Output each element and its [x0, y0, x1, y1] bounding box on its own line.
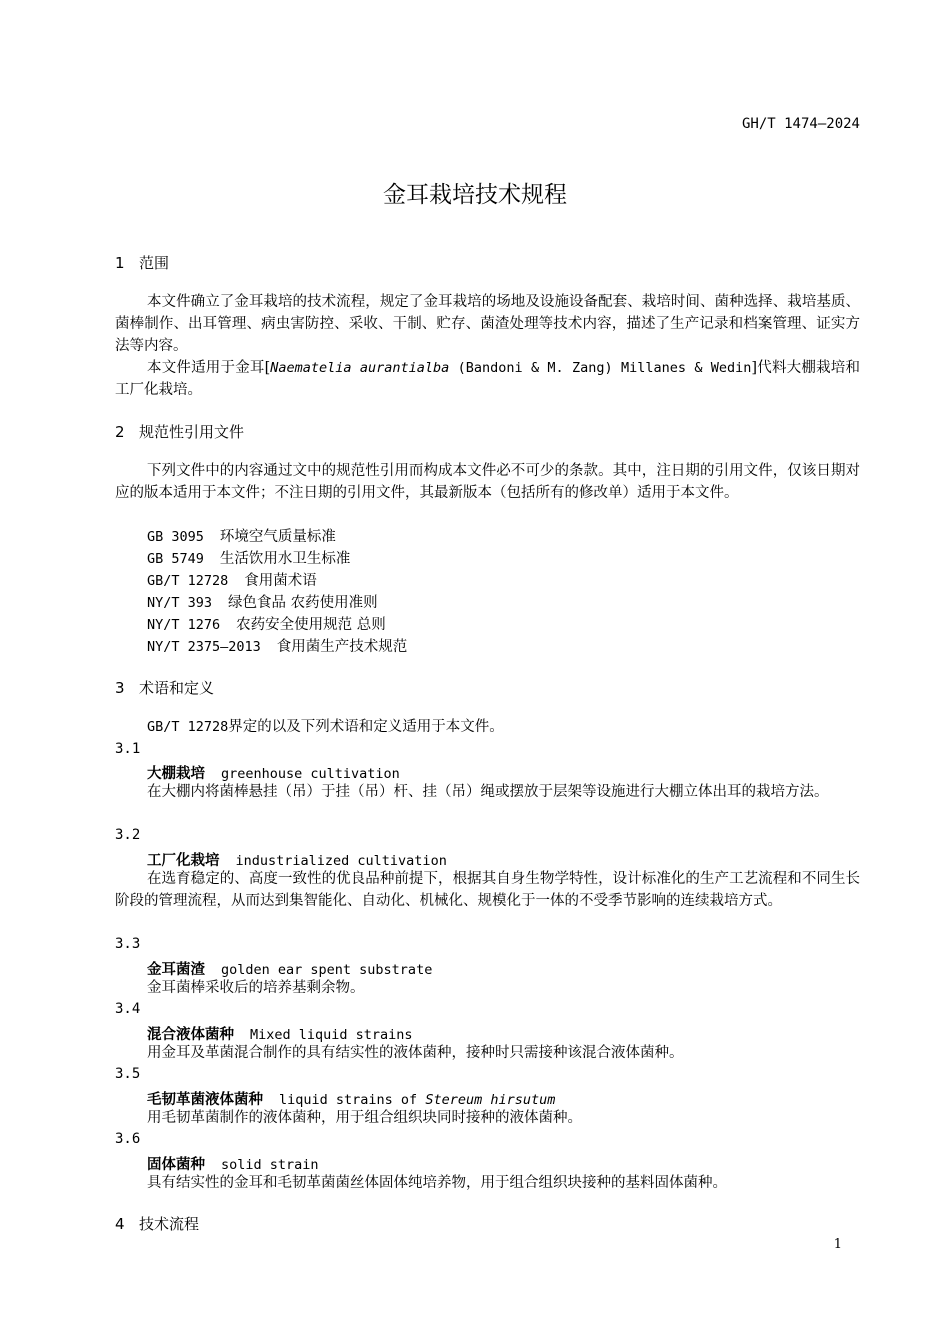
- term-definition: 用金耳及革菌混合制作的具有结实性的液体菌种，接种时只需接种该混合液体菌种。: [147, 1045, 684, 1061]
- text-run: ]代料大棚栽培和工厂化栽培。: [115, 360, 860, 398]
- species-authors: (Bandoni & M. Zang) Millanes & Wedin: [449, 360, 752, 376]
- reference-code: NY/T 2375—2013: [147, 639, 261, 655]
- scope-paragraph-2: [115, 357, 860, 401]
- term-en: liquid strains of: [279, 1092, 426, 1108]
- reference-title: 生活饮用水卫生标准: [219, 551, 351, 567]
- document-title: 金耳栽培技术规程: [383, 182, 567, 208]
- term-entry: [147, 762, 400, 783]
- term-definition: 具有结实性的金耳和毛韧革菌菌丝体固体纯培养物，用于组合组织块接种的基料固体菌种。: [147, 1175, 727, 1191]
- reference-item: [147, 548, 350, 570]
- term-zh: 固体菌种: [147, 1157, 205, 1173]
- page-number: 1: [833, 1237, 842, 1252]
- normative-refs-paragraph: 下列文件中的内容通过文中的规范性引用而构成本文件必不可少的条款。其中，注日期的引用文件，仅该日期对应的版本适用于本文件；不注日期的引用文件，其最新版本（包括所有的修改单）适用于本文件。: [115, 463, 860, 501]
- term-definition: 金耳菌棒采收后的培养基剩余物。: [147, 980, 365, 996]
- reference-item: [147, 570, 317, 592]
- term-entry: [147, 1088, 555, 1109]
- reference-code: GB 5749: [147, 551, 204, 567]
- reference-title: 食用菌术语: [244, 573, 317, 589]
- term-en: industrialized cultivation: [235, 853, 447, 869]
- scope-paragraph-1: 本文件确立了金耳栽培的技术流程，规定了金耳栽培的场地及设施设备配套、栽培时间、菌种选择、栽培基质、菌棒制作、出耳管理、病虫害防控、采收、干制、贮存、菌渣处理等技术内容，描述了生产记录和档案管理、证实方法等内容。: [115, 294, 860, 354]
- term-en-italic: Stereum hirsutum: [425, 1092, 556, 1108]
- reference-title: 环境空气质量标准: [219, 529, 336, 545]
- section-3-heading: [115, 677, 214, 698]
- term-definition: 在选育稳定的、高度一致性的优良品种前提下，根据其自身生物学特性，设计标准化的生产工艺流程和不同生长阶段的管理流程，从而达到集智能化、自动化、机械化、规模化于一体的不受季节影响的连续栽培方式。: [115, 871, 860, 909]
- term-en: Mixed liquid strains: [250, 1027, 413, 1043]
- section-2-heading: [115, 421, 244, 442]
- term-en: solid strain: [221, 1157, 319, 1173]
- section-title: 技术流程: [139, 1215, 200, 1233]
- reference-item: [147, 592, 378, 614]
- term-zh: 大棚栽培: [147, 766, 205, 782]
- term-entry: [147, 849, 447, 870]
- reference-item: [147, 526, 336, 548]
- term-zh: 金耳菌渣: [147, 962, 205, 978]
- clause-number: 3.1: [115, 741, 141, 757]
- term-en: greenhouse cultivation: [221, 766, 400, 782]
- clause-number: 3.2: [115, 827, 141, 843]
- intro-code: GB/T 12728: [147, 719, 229, 735]
- reference-title: 绿色食品 农药使用准则: [228, 595, 378, 611]
- term-zh: 工厂化栽培: [147, 853, 220, 869]
- text-run: 本文件适用于金耳[: [147, 360, 271, 376]
- clause-number: 3.3: [115, 936, 141, 952]
- species-name: Naematelia aurantialba: [270, 360, 450, 376]
- term-definition: 用毛韧革菌制作的液体菌种，用于组合组织块同时接种的液体菌种。: [147, 1110, 582, 1126]
- clause-number: 3.6: [115, 1131, 141, 1147]
- standard-code: GH/T 1474—2024: [741, 116, 860, 132]
- reference-item: [147, 614, 386, 636]
- terms-intro: [115, 716, 860, 738]
- intro-text: 界定的以及下列术语和定义适用于本文件。: [228, 719, 504, 735]
- term-entry: [147, 958, 432, 979]
- term-entry: [147, 1023, 413, 1044]
- section-4-heading: [115, 1213, 199, 1234]
- section-title: 术语和定义: [139, 679, 215, 697]
- section-1-heading: [115, 252, 169, 273]
- clause-number: 3.5: [115, 1066, 141, 1082]
- reference-item: [147, 636, 407, 658]
- section-number: 3: [115, 679, 125, 697]
- reference-code: NY/T 393: [147, 595, 213, 611]
- reference-title: 食用菌生产技术规范: [276, 639, 408, 655]
- term-entry: [147, 1153, 319, 1174]
- clause-number: 3.4: [115, 1001, 141, 1017]
- section-title: 规范性引用文件: [139, 423, 245, 441]
- section-number: 2: [115, 423, 125, 441]
- reference-code: GB 3095: [147, 529, 204, 545]
- term-definition: 在大棚内将菌棒悬挂（吊）于挂（吊）杆、挂（吊）绳或摆放于层架等设施进行大棚立体出耳的栽培方法。: [147, 784, 829, 800]
- reference-title: 农药安全使用规范 总则: [236, 617, 386, 633]
- term-zh: 毛韧革菌液体菌种: [147, 1092, 263, 1108]
- section-number: 4: [115, 1215, 125, 1233]
- reference-code: GB/T 12728: [147, 573, 229, 589]
- section-number: 1: [115, 254, 125, 272]
- reference-code: NY/T 1276: [147, 617, 221, 633]
- section-title: 范围: [139, 254, 170, 272]
- term-zh: 混合液体菌种: [147, 1027, 234, 1043]
- term-en: golden ear spent substrate: [221, 962, 433, 978]
